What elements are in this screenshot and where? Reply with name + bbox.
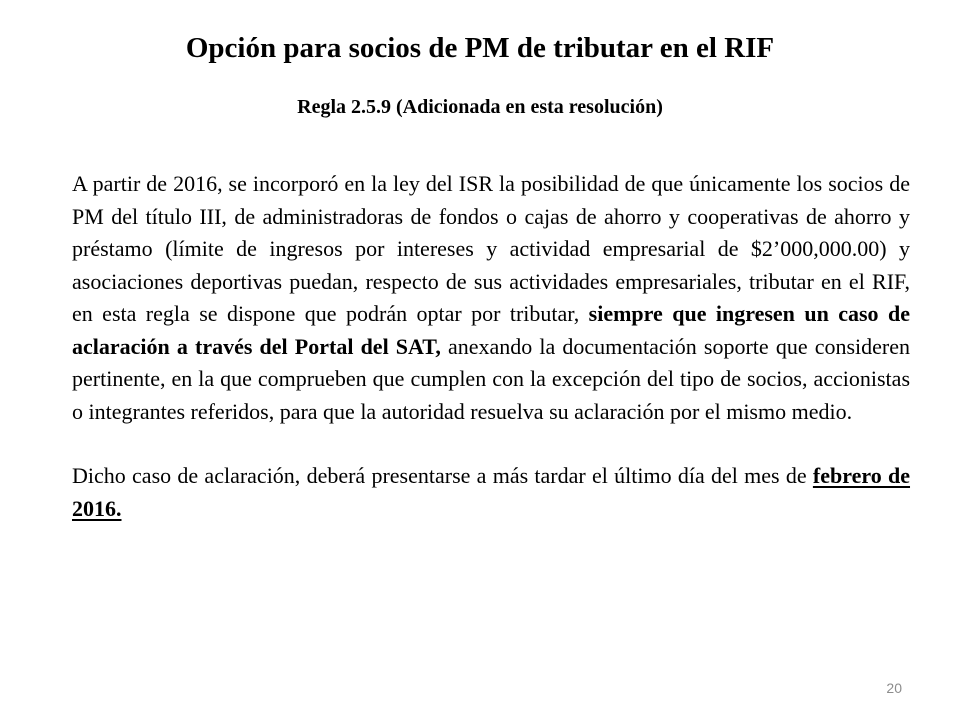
slide-body: [72, 168, 910, 525]
paragraph-1: [72, 168, 910, 428]
paragraph-1-bold-text: siempre que ingresen un caso de aclaración a través del Portal del SAT,: [72, 301, 910, 359]
paragraph-1-text-after: anexando la documentación soporte que consideren pertinente, en la que comprueben que cumplen con la excepción del tipo de socios, accionistas o integrantes referidos, para que la autoridad resuelva su aclaración por el mismo medio.: [72, 333, 910, 424]
paragraph-1-text-before: A partir de 2016, se incorporó en la ley del ISR la posibilidad de que únicamente los socios de PM del título III, de administradoras de fondos o cajas de ahorro y cooperativas de ahorro y préstamo (límite de ingresos por intereses y actividad empresarial de $2’000,000.00) y asociaciones deportivas puedan, respecto de sus actividades empresariales, tributar en el RIF, en esta regla se dispone que podrán optar por tributar,: [72, 171, 910, 326]
deadline-highlight: febrero de 2016.: [72, 463, 911, 521]
slide-title: Opción para socios de PM de tributar en el RIF: [185, 32, 775, 64]
slide-subtitle: Regla 2.5.9 (Adicionada en esta resolución): [297, 96, 663, 118]
paragraph-2: [72, 460, 910, 525]
paragraph-2-text-before: Dicho caso de aclaración, deberá presentarse a más tardar el último día del mes de: [72, 463, 813, 488]
page-number: 20: [886, 680, 902, 696]
